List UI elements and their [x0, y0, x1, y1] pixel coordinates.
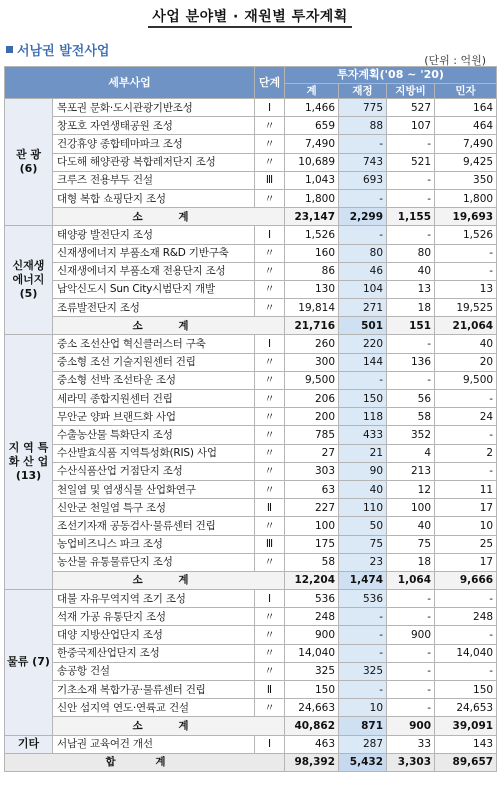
- subtotal-label: 소 계: [53, 317, 285, 335]
- cell-local: 12: [387, 480, 435, 498]
- cell-private: 24,653: [435, 699, 497, 717]
- project-name: 태양광 발전단지 조성: [53, 226, 255, 244]
- cell-jaejeong: 90: [339, 462, 387, 480]
- cell-private: 9,425: [435, 153, 497, 171]
- cell-total: 58: [285, 553, 339, 571]
- phase-cell: Ⅲ: [255, 171, 285, 189]
- project-name: 다도해 해양관광 복합레저단지 조성: [53, 153, 255, 171]
- cell-total: 10,689: [285, 153, 339, 171]
- cell-jaejeong: -: [339, 135, 387, 153]
- project-name: 송공항 건설: [53, 662, 255, 680]
- cell-local: 213: [387, 462, 435, 480]
- cell-jaejeong: 5,432: [339, 753, 387, 771]
- cell-private: 1,526: [435, 226, 497, 244]
- page-title: 사업 분야별 · 재원별 투자계획: [0, 6, 500, 26]
- investment-table: [4, 66, 497, 772]
- project-name: 남악신도시 Sun City시범단지 개발: [53, 280, 255, 298]
- phase-cell: 〃: [255, 662, 285, 680]
- table-row: [5, 462, 497, 480]
- cell-total: 785: [285, 426, 339, 444]
- cell-jaejeong: 1,474: [339, 571, 387, 589]
- cell-private: 350: [435, 171, 497, 189]
- cell-private: 14,040: [435, 644, 497, 662]
- cell-local: 75: [387, 535, 435, 553]
- category-label: 기타: [5, 735, 53, 753]
- cell-local: -: [387, 371, 435, 389]
- cell-private: -: [435, 462, 497, 480]
- cell-local: 56: [387, 390, 435, 408]
- cell-jaejeong: 88: [339, 117, 387, 135]
- cell-local: -: [387, 189, 435, 207]
- cell-local: -: [387, 681, 435, 699]
- cell-local: 107: [387, 117, 435, 135]
- table-row: [5, 280, 497, 298]
- phase-cell: 〃: [255, 189, 285, 207]
- subtotal-row: [5, 208, 497, 226]
- phase-cell: 〃: [255, 626, 285, 644]
- grand-total-row: [5, 753, 497, 771]
- cell-local: -: [387, 135, 435, 153]
- category-label: 신재생 에너지 (5): [5, 226, 53, 335]
- table-row: [5, 626, 497, 644]
- cell-total: 100: [285, 517, 339, 535]
- category-label: 물류 (7): [5, 590, 53, 736]
- phase-cell: 〃: [255, 153, 285, 171]
- phase-cell: Ⅰ: [255, 335, 285, 353]
- cell-total: 130: [285, 280, 339, 298]
- phase-cell: 〃: [255, 444, 285, 462]
- cell-jaejeong: -: [339, 226, 387, 244]
- table-row: [5, 226, 497, 244]
- project-name: 석재 가공 유통단지 조성: [53, 608, 255, 626]
- table-row: [5, 608, 497, 626]
- cell-total: 40,862: [285, 717, 339, 735]
- cell-jaejeong: 50: [339, 517, 387, 535]
- category-label: 지 역 특 화 산 업 (13): [5, 335, 53, 590]
- cell-private: -: [435, 590, 497, 608]
- cell-jaejeong: 693: [339, 171, 387, 189]
- cell-private: 19,693: [435, 208, 497, 226]
- table-row: [5, 553, 497, 571]
- cell-private: 20: [435, 353, 497, 371]
- cell-private: 248: [435, 608, 497, 626]
- cell-total: 63: [285, 480, 339, 498]
- cell-local: 352: [387, 426, 435, 444]
- phase-cell: 〃: [255, 353, 285, 371]
- project-name: 천일염 및 염생식물 산업화연구: [53, 480, 255, 498]
- phase-cell: 〃: [255, 408, 285, 426]
- cell-total: 14,040: [285, 644, 339, 662]
- cell-total: 1,526: [285, 226, 339, 244]
- cell-private: 1,800: [435, 189, 497, 207]
- project-name: 대불 자유무역지역 조기 조성: [53, 590, 255, 608]
- cell-total: 7,490: [285, 135, 339, 153]
- table-row: [5, 499, 497, 517]
- cell-jaejeong: 2,299: [339, 208, 387, 226]
- phase-cell: 〃: [255, 426, 285, 444]
- project-name: 대양 지방산업단지 조성: [53, 626, 255, 644]
- table-row-etc: [5, 735, 497, 753]
- cell-jaejeong: -: [339, 371, 387, 389]
- phase-cell: 〃: [255, 280, 285, 298]
- cell-jaejeong: -: [339, 626, 387, 644]
- phase-cell: 〃: [255, 517, 285, 535]
- cell-jaejeong: 23: [339, 553, 387, 571]
- cell-local: 900: [387, 717, 435, 735]
- header-phase: 단계: [255, 67, 285, 99]
- cell-private: -: [435, 390, 497, 408]
- cell-local: 33: [387, 735, 435, 753]
- cell-private: 21,064: [435, 317, 497, 335]
- project-name: 목포권 문화·도시관광기반조성: [53, 99, 255, 117]
- table-row: [5, 153, 497, 171]
- cell-total: 86: [285, 262, 339, 280]
- cell-private: -: [435, 662, 497, 680]
- cell-total: 325: [285, 662, 339, 680]
- cell-local: 18: [387, 299, 435, 317]
- cell-local: 18: [387, 553, 435, 571]
- unit-note: (단위 : 억원): [424, 54, 486, 67]
- cell-jaejeong: 118: [339, 408, 387, 426]
- cell-private: 19,525: [435, 299, 497, 317]
- cell-total: 1,466: [285, 99, 339, 117]
- cell-total: 463: [285, 735, 339, 753]
- cell-private: 10: [435, 517, 497, 535]
- cell-local: -: [387, 590, 435, 608]
- table-row: [5, 135, 497, 153]
- cell-jaejeong: 21: [339, 444, 387, 462]
- cell-private: 25: [435, 535, 497, 553]
- project-name: 중소형 조선 기술지원센터 건립: [53, 353, 255, 371]
- cell-private: 24: [435, 408, 497, 426]
- grand-total-label: 합 계: [5, 753, 285, 771]
- table-row: [5, 699, 497, 717]
- phase-cell: 〃: [255, 299, 285, 317]
- phase-cell: 〃: [255, 371, 285, 389]
- table-row: [5, 117, 497, 135]
- phase-cell: Ⅱ: [255, 681, 285, 699]
- cell-private: 9,666: [435, 571, 497, 589]
- table-row: [5, 590, 497, 608]
- cell-private: -: [435, 262, 497, 280]
- cell-total: 23,147: [285, 208, 339, 226]
- cell-local: 40: [387, 262, 435, 280]
- table-row: [5, 517, 497, 535]
- cell-private: 2: [435, 444, 497, 462]
- cell-local: 100: [387, 499, 435, 517]
- project-name: 중소형 선박 조선타운 조성: [53, 371, 255, 389]
- phase-cell: Ⅰ: [255, 735, 285, 753]
- cell-local: 40: [387, 517, 435, 535]
- cell-local: 900: [387, 626, 435, 644]
- cell-jaejeong: 104: [339, 280, 387, 298]
- cell-local: -: [387, 608, 435, 626]
- cell-private: -: [435, 426, 497, 444]
- cell-local: -: [387, 699, 435, 717]
- cell-total: 1,800: [285, 189, 339, 207]
- cell-jaejeong: 110: [339, 499, 387, 517]
- cell-private: -: [435, 244, 497, 262]
- project-name: 농산물 유통물류단지 조성: [53, 553, 255, 571]
- cell-local: 1,064: [387, 571, 435, 589]
- cell-total: 300: [285, 353, 339, 371]
- project-name: 창포호 자연생태공원 조성: [53, 117, 255, 135]
- cell-jaejeong: 743: [339, 153, 387, 171]
- cell-jaejeong: -: [339, 644, 387, 662]
- project-name: 서남권 교육여건 개선: [53, 735, 255, 753]
- cell-jaejeong: 75: [339, 535, 387, 553]
- phase-cell: 〃: [255, 390, 285, 408]
- table-row: [5, 644, 497, 662]
- cell-jaejeong: 501: [339, 317, 387, 335]
- project-name: 수산발효식품 지역특성화(RIS) 사업: [53, 444, 255, 462]
- cell-total: 303: [285, 462, 339, 480]
- project-name: 수출농산물 특화단지 조성: [53, 426, 255, 444]
- header-local: 지방비: [387, 84, 435, 99]
- phase-cell: Ⅰ: [255, 226, 285, 244]
- table-row: [5, 408, 497, 426]
- project-name: 기초소재 복합가공·물류센터 건립: [53, 681, 255, 699]
- cell-jaejeong: -: [339, 189, 387, 207]
- table-body: [5, 99, 497, 772]
- table-row: [5, 371, 497, 389]
- phase-cell: Ⅰ: [255, 590, 285, 608]
- cell-jaejeong: 46: [339, 262, 387, 280]
- cell-total: 1,043: [285, 171, 339, 189]
- cell-total: 900: [285, 626, 339, 644]
- project-name: 조선기자재 공동검사·물류센터 건립: [53, 517, 255, 535]
- cell-private: 17: [435, 499, 497, 517]
- cell-local: 151: [387, 317, 435, 335]
- cell-jaejeong: -: [339, 608, 387, 626]
- table-row: [5, 171, 497, 189]
- cell-total: 227: [285, 499, 339, 517]
- cell-private: 39,091: [435, 717, 497, 735]
- cell-private: 150: [435, 681, 497, 699]
- cell-total: 9,500: [285, 371, 339, 389]
- project-name: 신안군 천일염 특구 조성: [53, 499, 255, 517]
- phase-cell: 〃: [255, 644, 285, 662]
- project-name: 대형 복합 쇼핑단지 조성: [53, 189, 255, 207]
- table-row: [5, 480, 497, 498]
- table-row: [5, 262, 497, 280]
- cell-private: 7,490: [435, 135, 497, 153]
- cell-local: -: [387, 335, 435, 353]
- cell-jaejeong: 220: [339, 335, 387, 353]
- header-jaejeong: 재정: [339, 84, 387, 99]
- subtotal-label: 소 계: [53, 717, 285, 735]
- cell-jaejeong: 10: [339, 699, 387, 717]
- table-row: [5, 189, 497, 207]
- cell-jaejeong: 433: [339, 426, 387, 444]
- cell-local: 527: [387, 99, 435, 117]
- cell-private: 13: [435, 280, 497, 298]
- table-row: [5, 535, 497, 553]
- cell-jaejeong: 80: [339, 244, 387, 262]
- cell-total: 659: [285, 117, 339, 135]
- table-row: [5, 681, 497, 699]
- header-plan: 투자계획('08 ~ '20): [285, 67, 497, 84]
- table-row: [5, 353, 497, 371]
- cell-jaejeong: 536: [339, 590, 387, 608]
- cell-private: 89,657: [435, 753, 497, 771]
- cell-local: 136: [387, 353, 435, 371]
- cell-total: 260: [285, 335, 339, 353]
- cell-private: 17: [435, 553, 497, 571]
- cell-jaejeong: 40: [339, 480, 387, 498]
- subtotal-row: [5, 717, 497, 735]
- cell-jaejeong: 271: [339, 299, 387, 317]
- cell-local: 58: [387, 408, 435, 426]
- phase-cell: 〃: [255, 699, 285, 717]
- phase-cell: 〃: [255, 553, 285, 571]
- table-row: [5, 662, 497, 680]
- table-row: [5, 99, 497, 117]
- header-private: 민자: [435, 84, 497, 99]
- header-total: 계: [285, 84, 339, 99]
- cell-local: -: [387, 662, 435, 680]
- table-row: [5, 299, 497, 317]
- cell-local: 1,155: [387, 208, 435, 226]
- project-name: 신재생에너지 부품소재 R&D 기반구축: [53, 244, 255, 262]
- category-label: 관 광 (6): [5, 99, 53, 226]
- subtotal-label: 소 계: [53, 571, 285, 589]
- cell-jaejeong: 150: [339, 390, 387, 408]
- cell-private: 164: [435, 99, 497, 117]
- cell-private: 464: [435, 117, 497, 135]
- table-row: [5, 426, 497, 444]
- project-name: 신안 섬지역 연도·연륙교 건설: [53, 699, 255, 717]
- project-name: 조류발전단지 조성: [53, 299, 255, 317]
- section-heading: 서남권 발전사업: [6, 40, 109, 59]
- cell-total: 27: [285, 444, 339, 462]
- subtotal-row: [5, 317, 497, 335]
- cell-local: -: [387, 644, 435, 662]
- cell-private: 40: [435, 335, 497, 353]
- cell-local: 80: [387, 244, 435, 262]
- phase-cell: 〃: [255, 135, 285, 153]
- cell-jaejeong: 325: [339, 662, 387, 680]
- project-name: 세라믹 종합지원센터 건립: [53, 390, 255, 408]
- phase-cell: 〃: [255, 117, 285, 135]
- cell-total: 19,814: [285, 299, 339, 317]
- project-name: 무안군 양파 브랜드화 사업: [53, 408, 255, 426]
- cell-jaejeong: 871: [339, 717, 387, 735]
- cell-private: 9,500: [435, 371, 497, 389]
- project-name: 크루즈 전용부두 건설: [53, 171, 255, 189]
- cell-total: 536: [285, 590, 339, 608]
- cell-total: 21,716: [285, 317, 339, 335]
- phase-cell: 〃: [255, 262, 285, 280]
- cell-total: 248: [285, 608, 339, 626]
- phase-cell: 〃: [255, 480, 285, 498]
- phase-cell: 〃: [255, 244, 285, 262]
- cell-total: 160: [285, 244, 339, 262]
- subtotal-row: [5, 571, 497, 589]
- cell-total: 175: [285, 535, 339, 553]
- cell-private: 143: [435, 735, 497, 753]
- table-row: [5, 444, 497, 462]
- cell-total: 206: [285, 390, 339, 408]
- phase-cell: Ⅲ: [255, 535, 285, 553]
- table-row: [5, 335, 497, 353]
- cell-total: 200: [285, 408, 339, 426]
- phase-cell: Ⅰ: [255, 99, 285, 117]
- table-row: [5, 244, 497, 262]
- cell-total: 24,663: [285, 699, 339, 717]
- cell-local: 4: [387, 444, 435, 462]
- cell-private: 11: [435, 480, 497, 498]
- header-project: 세부사업: [5, 67, 255, 99]
- subtotal-label: 소 계: [53, 208, 285, 226]
- cell-local: 13: [387, 280, 435, 298]
- phase-cell: 〃: [255, 462, 285, 480]
- phase-cell: Ⅱ: [255, 499, 285, 517]
- cell-local: -: [387, 226, 435, 244]
- phase-cell: 〃: [255, 608, 285, 626]
- project-name: 한중국제산업단지 조성: [53, 644, 255, 662]
- cell-jaejeong: 287: [339, 735, 387, 753]
- project-name: 건강휴양 종합테마파크 조성: [53, 135, 255, 153]
- cell-local: -: [387, 171, 435, 189]
- cell-total: 150: [285, 681, 339, 699]
- project-name: 신재생에너지 부품소재 전용단지 조성: [53, 262, 255, 280]
- bullet-square-icon: [6, 46, 13, 53]
- table-row: [5, 390, 497, 408]
- cell-total: 98,392: [285, 753, 339, 771]
- project-name: 농업비즈니스 파크 조성: [53, 535, 255, 553]
- cell-jaejeong: 144: [339, 353, 387, 371]
- project-name: 중소 조선산업 혁신클러스터 구축: [53, 335, 255, 353]
- cell-jaejeong: -: [339, 681, 387, 699]
- cell-local: 521: [387, 153, 435, 171]
- cell-private: -: [435, 626, 497, 644]
- cell-total: 12,204: [285, 571, 339, 589]
- cell-local: 3,303: [387, 753, 435, 771]
- project-name: 수산식품산업 거점단지 조성: [53, 462, 255, 480]
- cell-jaejeong: 775: [339, 99, 387, 117]
